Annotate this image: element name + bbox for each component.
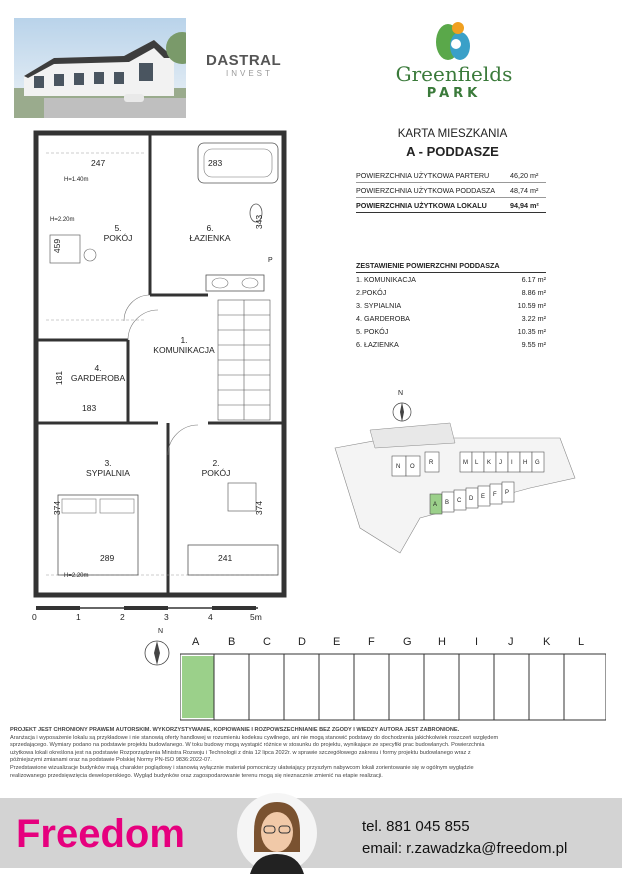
unit-strip xyxy=(180,632,606,724)
room-2-label: 2. POKÓJ xyxy=(201,458,231,478)
strip-letter: L xyxy=(578,636,585,648)
radiator-mark: P xyxy=(268,257,273,264)
rooms-table-header: ZESTAWIENIE POWIERZCHNI PODDASZA xyxy=(356,258,546,273)
card-title xyxy=(360,128,545,159)
room-6-label: 6. ŁAZIENKA xyxy=(189,223,231,243)
scale-tick: 4 xyxy=(208,612,213,622)
scale-tick: 2 xyxy=(120,612,125,622)
developer-logo xyxy=(206,52,298,90)
dim-283: 283 xyxy=(208,158,223,168)
height-220-bottom: H=2.20m xyxy=(64,573,89,579)
svg-text:K: K xyxy=(487,460,492,466)
scale-tick: 1 xyxy=(76,612,81,622)
svg-text:F: F xyxy=(493,492,497,498)
dim-374-left: 374 xyxy=(52,500,63,516)
room-row: 3. SYPIALNIA 10.59 m² xyxy=(356,301,546,310)
svg-text:L: L xyxy=(475,460,479,466)
strip-letter: B xyxy=(228,636,236,648)
svg-text:C: C xyxy=(457,498,462,504)
agent-photo xyxy=(236,792,318,874)
room-row: 5. POKÓJ 10.35 m² xyxy=(356,327,546,336)
room-row: 1. KOMUNIKACJA 6.17 m² xyxy=(356,275,546,284)
scale-tick: 3 xyxy=(164,612,169,622)
dim-181: 181 xyxy=(54,370,65,386)
strip-letter: A xyxy=(192,636,200,648)
scale-bar xyxy=(28,606,268,628)
room-3-label: 3. SYPIALNIA xyxy=(86,458,130,478)
svg-text:D: D xyxy=(469,496,474,502)
dim-343: 343 xyxy=(254,214,265,230)
dim-183: 183 xyxy=(82,403,97,413)
north-arrow: N xyxy=(140,628,174,672)
card-subheading: A - PODDASZE xyxy=(406,144,499,159)
dim-459: 459 xyxy=(52,238,63,254)
dim-247: 247 xyxy=(91,158,106,168)
agent-footer xyxy=(0,798,622,868)
room-row: 4. GARDEROBA 3.22 m² xyxy=(356,314,546,323)
dim-289: 289 xyxy=(100,553,115,563)
compass-icon xyxy=(142,638,172,668)
room-1-label: 1. KOMUNIKACJA xyxy=(153,335,215,355)
dim-241: 241 xyxy=(218,553,233,563)
project-name: Greenfields xyxy=(395,62,513,86)
summary-row-total: POWIERZCHNIA UŻYTKOWA LOKALU 94,94 m² xyxy=(356,198,546,213)
strip-letter: D xyxy=(298,636,306,648)
svg-text:H: H xyxy=(523,460,528,466)
svg-text:R: R xyxy=(429,460,434,466)
rooms-area-table xyxy=(356,258,546,351)
height-140: H=1.40m xyxy=(64,177,89,183)
agency-logo: Freedom xyxy=(16,812,185,856)
summary-row: POWIERZCHNIA UŻYTKOWA PARTERU 46,20 m² xyxy=(356,168,546,183)
strip-letter: E xyxy=(333,636,341,648)
summary-row: POWIERZCHNIA UŻYTKOWA PODDASZA 48,74 m² xyxy=(356,183,546,198)
strip-letter: J xyxy=(508,636,514,648)
scale-tick: 5m xyxy=(250,612,262,622)
card-heading: KARTA MIESZKANIA xyxy=(397,128,508,140)
scale-tick: 0 xyxy=(32,612,37,622)
floor-plan xyxy=(28,125,290,605)
room-row: 6. ŁAZIENKA 9.55 m² xyxy=(356,340,546,349)
building-visualization xyxy=(14,18,186,118)
developer-sub: INVEST xyxy=(226,69,273,78)
svg-text:E: E xyxy=(481,494,486,500)
svg-text:A: A xyxy=(433,502,438,508)
agent-email[interactable]: email: r.zawadzka@freedom.pl xyxy=(362,840,568,857)
svg-text:M: M xyxy=(463,460,468,466)
svg-text:J: J xyxy=(499,460,502,466)
project-logo xyxy=(384,22,524,112)
strip-letter: C xyxy=(263,636,271,648)
svg-text:O: O xyxy=(410,464,415,470)
strip-letter: K xyxy=(543,636,551,648)
strip-letter: H xyxy=(438,636,446,648)
dim-374-right: 374 xyxy=(254,500,265,516)
room-5-label: 5. POKÓJ xyxy=(103,223,133,243)
svg-text:I: I xyxy=(511,460,513,466)
greenfields-leaf-icon xyxy=(428,20,480,64)
room-4-label: 4. GARDEROBA xyxy=(70,363,126,383)
strip-letter: I xyxy=(475,636,479,648)
svg-text:G: G xyxy=(535,460,540,466)
strip-letter: G xyxy=(403,636,412,648)
area-summary-table xyxy=(356,168,546,213)
height-220-top: H=2.20m xyxy=(50,217,75,223)
project-name-sub: PARK xyxy=(426,86,482,101)
svg-text:B: B xyxy=(445,500,450,506)
room-row: 2.POKÓJ 8.86 m² xyxy=(356,288,546,297)
svg-text:N: N xyxy=(396,464,401,470)
disclaimer: PROJEKT JEST CHRONIONY PRAWEM AUTORSKIM. WYKORZYSTYWANIE, KOPIOWANIE I ROZPOWSZECHNIANIE BEZ ZGODY I WIEDZY AUTORA JEST ZABRONIONE. Aranżacja i wyposażenie lokalu są przykładowe i nie stanowią oferty handlowej w rozumieniu kodeksu cywilnego, ani nie mogą stanowić podstawy do dochodzenia jakichkolwiek roszczeń względem sprzedającego. Wymiary podano na podstawie projektu budowlanego. W toku budowy mogą wystąpić różnice w stosunku do projektu, wynikające ze specyfiki prac budowlanych. Powierzchnia użytkowa lokali określona jest na podstawie Rozporządzenia Ministra Rozwoju i Technologii z dnia 12 lipca 2022r. w sprawie szczegółowego zakresu i formy projektu budowlanego wraz z późniejszymi zmianami oraz na podstawie Polskiej Normy PN-ISO 9836:2022-07. Przedstawione wizualizacje budynków mają charakter poglądowy i stanowią wyłącznie materiał pomocniczy ułatwiający przyszłym nabywcom lokali zorientowanie się w ogólnym wyglądzie realizowanego przedsięwzięcia deweloperskiego. Wygląd budynków oraz zagospodarowanie terenu mogą się nieznacznie zmienić na etapie realizacji. xyxy=(10,727,499,779)
site-plan: N N O R M L K J I H G A B C D E F P xyxy=(330,388,580,558)
agent-phone[interactable]: tel. 881 045 855 xyxy=(362,818,470,835)
developer-name: DASTRAL xyxy=(206,52,282,69)
strip-letter: F xyxy=(368,636,375,648)
svg-text:P: P xyxy=(505,490,510,496)
